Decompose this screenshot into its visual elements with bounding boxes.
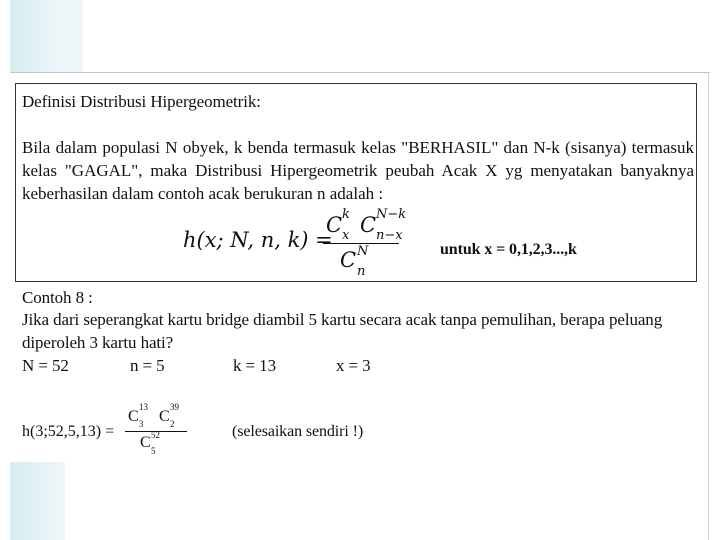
example-den-c: C (140, 434, 151, 451)
example-question-line1: Jika dari seperangkat kartu bridge diambil 5 kartu secara acak tanpa pemulihan, berapa peluang (22, 310, 663, 329)
top-divider (10, 72, 710, 73)
formula-num-c1-sup: k (342, 207, 350, 222)
example-num-c1-sup: 13 (139, 402, 148, 412)
example-question-line2: diperoleh 3 kartu hati? (22, 333, 174, 352)
example-num-c2-sup: 39 (170, 402, 179, 412)
formula-den-c-sup: N (357, 244, 369, 259)
example-den-c-sup: 52 (151, 430, 160, 440)
example-num-c1: C (128, 408, 139, 425)
example-num-c2: C (159, 408, 170, 425)
example-note: (selesaikan sendiri !) (232, 423, 364, 440)
formula-den-c: C (340, 248, 357, 272)
definition-paragraph: Bila dalam populasi N obyek, k benda termasuk kelas "BERHASIL" dan N-k (sisanya) termasuk kelas "GAGAL", maka Distribusi Hipergeometrik peubah Acak X yg menyatakan banyaknya keberhasilan dalam contoh acak berukuran n adalah : (22, 138, 694, 203)
definition-range: untuk x = 0,1,2,3...,k (440, 241, 577, 258)
param-x: x = 3 (336, 356, 371, 375)
example-title: Contoh 8 : (22, 288, 93, 307)
example-formula-lhs: h(3;52,5,13) = (22, 423, 115, 440)
formula-num-c2: C (360, 213, 377, 237)
example-den-c-sub: 5 (151, 446, 156, 456)
formula-den-c-sub: n (357, 264, 366, 279)
formula-num-c1-sub: x (342, 228, 350, 243)
example-num-c2-sub: 2 (170, 419, 175, 429)
decorative-sidebar-accent (65, 0, 83, 72)
param-n: n = 5 (130, 356, 165, 375)
formula-num-c2-sub: n−x (376, 228, 403, 243)
definition-heading: Definisi Distribusi Hipergeometrik: (22, 92, 261, 111)
right-divider (708, 72, 709, 540)
example-num-c1-sub: 3 (139, 419, 144, 429)
formula-lhs: h(x; N, n, k) = (183, 228, 333, 252)
param-N: N = 52 (22, 356, 69, 375)
formula-num-c1: C (326, 213, 343, 237)
param-k: k = 13 (233, 356, 276, 375)
formula-num-c2-sup: N−k (376, 207, 407, 222)
